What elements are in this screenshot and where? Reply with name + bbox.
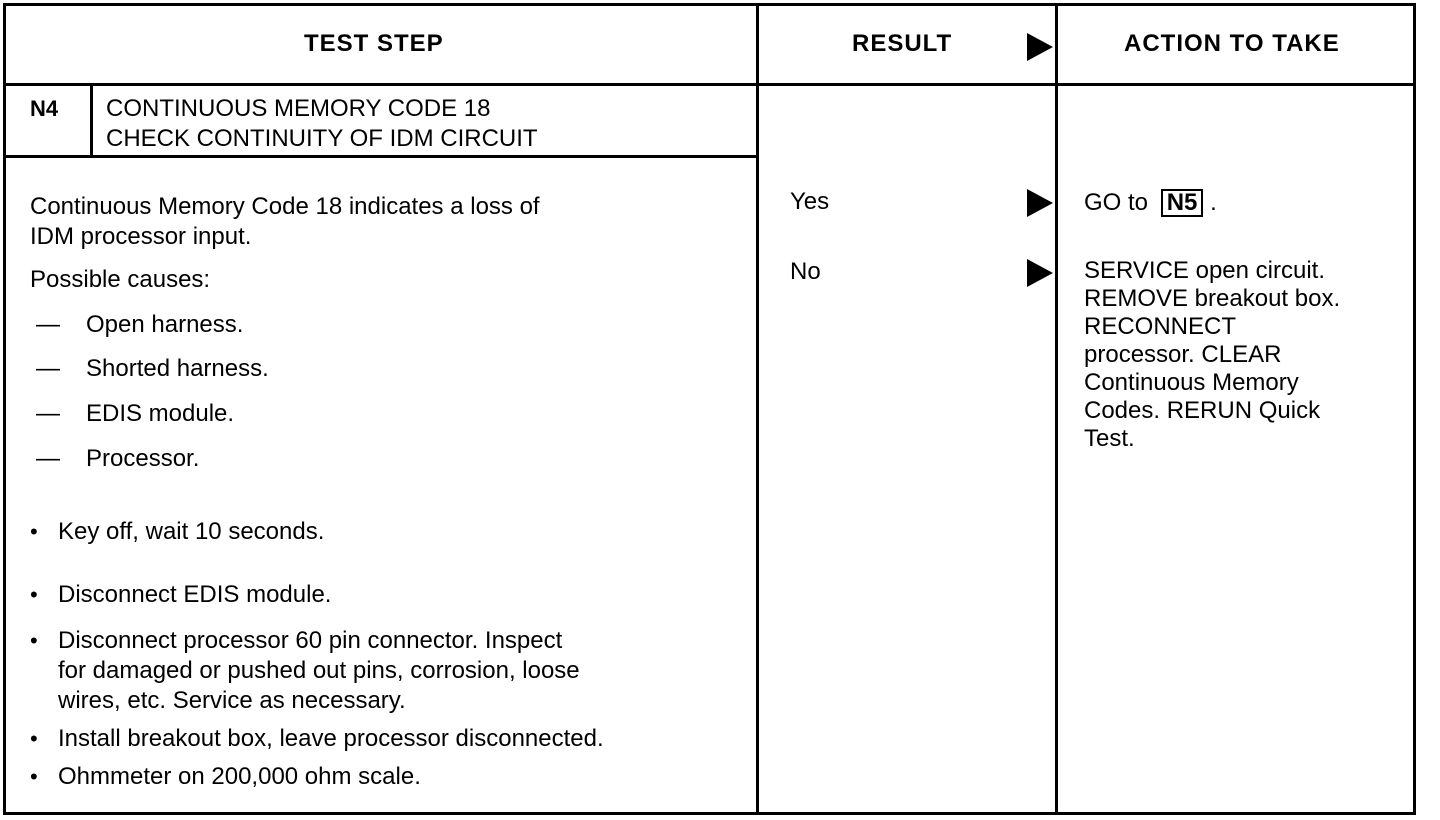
header-action: ACTION TO TAKE <box>1124 30 1340 57</box>
instruction-3-line2: for damaged or pushed out pins, corrosion, loose <box>58 657 580 684</box>
action-no-line: REMOVE breakout box. <box>1084 285 1341 312</box>
cause-dash-icon: — <box>36 355 60 382</box>
cause-item: Open harness. <box>86 311 244 338</box>
cause-item: EDIS module. <box>86 400 235 427</box>
intro-line2: IDM processor input. <box>30 223 252 250</box>
instruction-1: Key off, wait 10 seconds. <box>58 518 325 545</box>
result-no-arrow-icon <box>1027 259 1053 287</box>
cause-item: Shorted harness. <box>86 355 269 382</box>
header-result: RESULT <box>852 30 953 57</box>
possible-causes-label: Possible causes: <box>30 266 211 293</box>
cause-dash-icon: — <box>36 400 60 427</box>
header-rule <box>3 83 1416 86</box>
step-id-divider <box>90 85 93 157</box>
instruction-3-line3: wires, etc. Service as necessary. <box>58 687 406 714</box>
instruction-2: Disconnect EDIS module. <box>58 581 332 608</box>
action-yes-prefix: GO to <box>1084 189 1149 216</box>
step-title-rule <box>3 155 757 158</box>
cause-dash-icon: — <box>36 445 60 472</box>
action-yes-suffix: . <box>1210 189 1217 216</box>
header-test-step: TEST STEP <box>304 30 444 57</box>
step-title-line2: CHECK CONTINUITY OF IDM CIRCUIT <box>106 125 538 152</box>
instruction-5: Ohmmeter on 200,000 ohm scale. <box>58 763 421 790</box>
action-yes-step-ref: N5 <box>1161 189 1204 217</box>
step-title <box>106 94 538 154</box>
action-no-line: processor. CLEAR <box>1084 341 1282 368</box>
divider-result-col <box>756 3 759 815</box>
bullet-icon: • <box>30 628 38 653</box>
bullet-icon: • <box>30 726 38 751</box>
instruction-3-line1: Disconnect processor 60 pin connector. Inspect <box>58 627 563 654</box>
result-yes-arrow-icon <box>1027 189 1053 217</box>
step-id: N4 <box>30 96 59 121</box>
result-yes: Yes <box>790 188 830 215</box>
result-no: No <box>790 258 821 285</box>
step-title-line1: CONTINUOUS MEMORY CODE 18 <box>106 95 491 122</box>
action-no-line: Codes. RERUN Quick <box>1084 397 1321 424</box>
action-yes <box>1084 188 1217 218</box>
action-no-line: SERVICE open circuit. <box>1084 257 1325 284</box>
cause-dash-icon: — <box>36 311 60 338</box>
bullet-icon: • <box>30 764 38 789</box>
cause-item: Processor. <box>86 445 200 472</box>
instruction-4: Install breakout box, leave processor disconnected. <box>58 725 604 752</box>
bullet-icon: • <box>30 582 38 607</box>
intro-line1: Continuous Memory Code 18 indicates a loss of <box>30 193 540 220</box>
action-no-line: Continuous Memory <box>1084 369 1299 396</box>
header-arrow-icon <box>1027 33 1053 61</box>
action-no <box>1084 257 1340 453</box>
divider-action-col <box>1055 3 1058 815</box>
bullet-icon: • <box>30 519 38 544</box>
action-no-line: Test. <box>1084 425 1135 452</box>
action-no-line: RECONNECT <box>1084 313 1237 340</box>
